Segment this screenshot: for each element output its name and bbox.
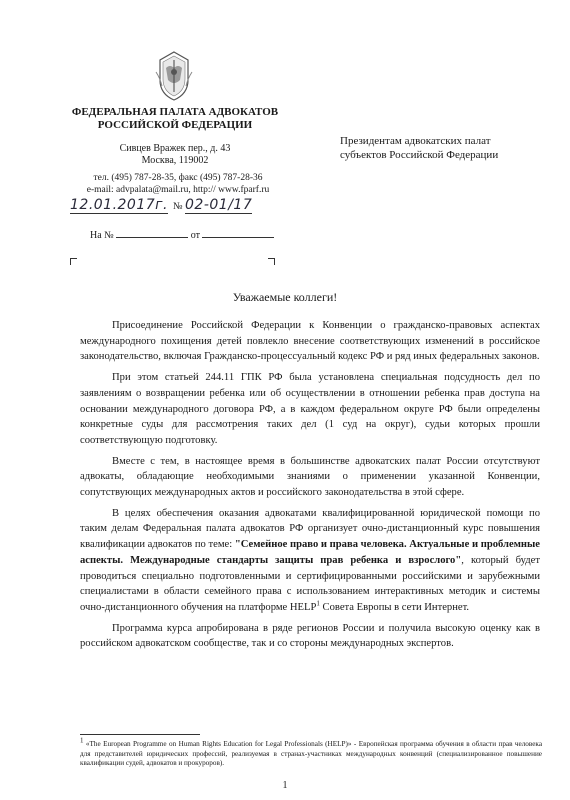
course-title: "Семейное право и права человека. Актуальные и проблемные аспекты. Международные стандарты защиты прав ребенка и взрослого" (80, 539, 540, 566)
org-name-line1: ФЕДЕРАЛЬНАЯ ПАЛАТА АДВОКАТОВ (71, 106, 279, 118)
reference-date-label: от (190, 230, 200, 241)
paragraph-4-middle: , который будет проводиться специально подготовленными и сертифицированными российскими и зарубежными специалистами в области семейного права с использованием интерактивных методик и системы очно-дистанционного обучения на платформе HELP (80, 554, 540, 613)
registration-line (70, 197, 300, 219)
organization-address (70, 143, 280, 167)
recipient-line1: Президентам адвокатских палат (340, 135, 491, 147)
paragraph-4-end: Совета Европы в сети Интернет. (319, 601, 470, 613)
phone-fax: тел. (495) 787-28-35, факс (495) 787-28-36 (93, 173, 263, 183)
recipient-block (340, 134, 555, 162)
footnote-divider (80, 734, 200, 735)
page-number: 1 (282, 780, 288, 791)
greeting: Уважаемые коллеги! (232, 290, 338, 304)
paragraph-5: Программа курса апробирована в ряде регионов России и получила высокую оценку как в российском адвокатском сообществе, так и со стороны международных экспертов. (80, 622, 540, 650)
registration-number-label: № (172, 201, 183, 212)
footnote-reference: 1 (316, 599, 320, 608)
registration-date: 12.01.2017г. (70, 197, 168, 213)
footnote-text: «The European Programme on Human Rights Education for Legal Professionals (HELP)» - Европейская программа обучения в области прав человека для представителей юридических профессий, реализуемая в странах-участниках международных конвенций (специализированное повышение квалификации судей, адвокатов и прокуроров). (80, 740, 543, 768)
corner-bracket-right (268, 258, 275, 265)
recipient-line2: субъектов Российской Федерации (340, 149, 499, 161)
reference-date-blank (202, 228, 274, 238)
coat-of-arms-emblem (152, 50, 196, 102)
footnote-mark: 1 (80, 736, 84, 745)
org-name-line2: РОССИЙСКОЙ ФЕДЕРАЦИИ (97, 119, 253, 131)
address-line2: Москва, 119002 (141, 155, 209, 166)
address-line1: Сивцев Вражек пер., д. 43 (119, 143, 231, 154)
paragraph-2: При этом статьей 244.11 ГПК РФ была установлена специальная подсудность дел по заявлениям о возвращении ребенка или об осуществлении в отношении ребенка прав доступа на основании международного договора РФ, а в каждом федеральном округе РФ были определены конкретные суды для рассмотрения таких дел (1 суд на округ), судьи которых прошли соответствующую подготовку. (80, 372, 540, 446)
paragraph-1: Присоединение Российской Федерации к Конвенции о гражданско-правовых аспектах международного похищения детей повлекло внесение соответствующих изменений в российское законодательство, включая Гражданско-процессуальный кодекс РФ и ряд иных федеральных законов. (80, 320, 540, 363)
paragraph-4-intro: В целях обеспечения оказания адвокатами квалифицированной юридической помощи по таким делам Федеральная палата адвокатов РФ организует очно-дистанционный курс повышения квалификации адвокатов по теме: (80, 507, 540, 551)
reference-number-label: На № (90, 230, 114, 241)
reference-line (90, 228, 300, 241)
email-website: e-mail: advpalata@mail.ru, http:// www.fparf.ru (86, 185, 270, 195)
registration-number: 02-01/17 (185, 197, 253, 213)
paragraph-4 (80, 506, 540, 616)
paragraph-3: Вместе с тем, в настоящее время в большинстве адвокатских палат России отсутствуют адвокаты, обладающие необходимыми знаниями о применении указанной Конвенции, сопутствующих международных актов и российского законодательства в этой сфере. (80, 455, 540, 499)
corner-bracket-left (70, 258, 77, 265)
organization-contacts (58, 172, 298, 196)
reference-number-blank (116, 228, 188, 238)
footnote (80, 736, 543, 769)
organization-name (70, 106, 280, 132)
letter-body (80, 318, 540, 657)
